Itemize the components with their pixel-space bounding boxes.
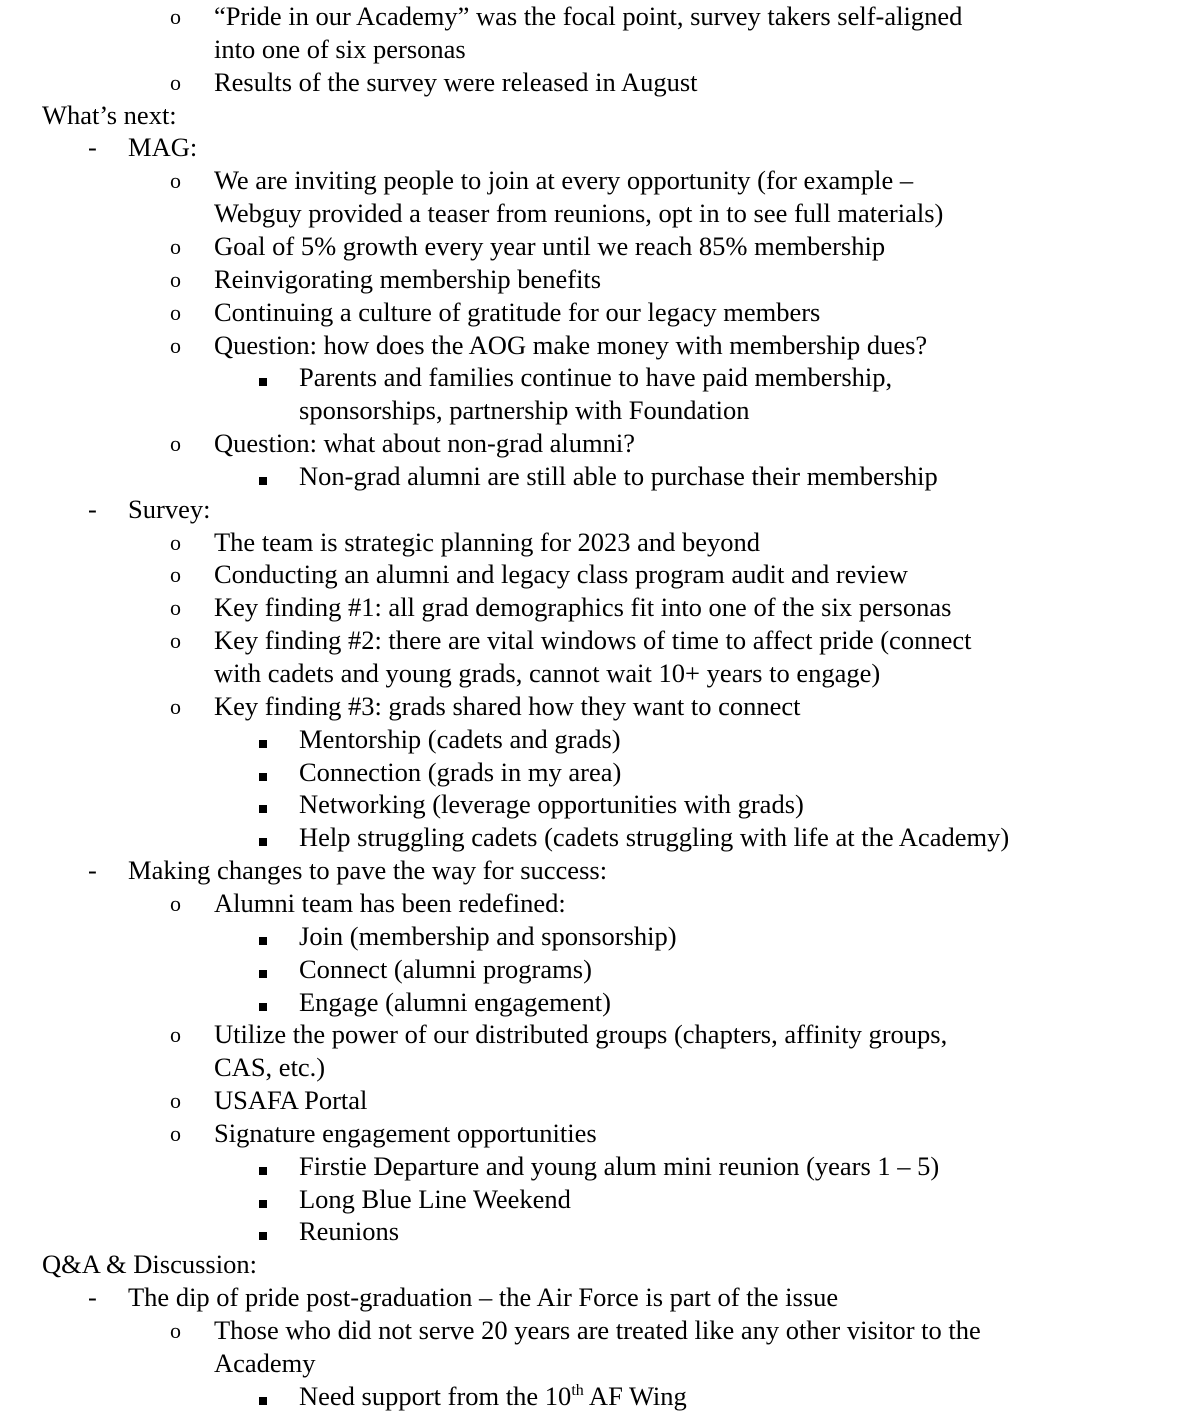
square-bullet-icon [259,986,267,1019]
list-item-continuation: sponsorships, partnership with Foundation [299,395,750,426]
list-item: Question: how does the AOG make money with membership dues? [214,329,928,360]
square-bullet-icon [259,788,267,821]
circle-bullet-icon: o [170,628,181,654]
circle-bullet-icon: o [170,1318,181,1343]
ordinal-superscript: th [571,1381,584,1399]
list-item: Those who did not serve 20 years are treated like any other visitor to the [214,1315,981,1345]
list-item-continuation: into one of six personas [214,33,466,64]
list-item: Survey: [128,493,211,524]
circle-bullet-icon: o [170,562,181,588]
list-item: Key finding #3: grads shared how they want to connect [214,690,801,721]
dash-bullet-icon: - [88,855,97,886]
square-bullet-icon [259,460,267,493]
list-item: Results of the survey were released in August [214,66,698,97]
dash-bullet-icon: - [88,493,97,524]
circle-bullet-icon: o [170,1120,181,1146]
list-item: Conducting an alumni and legacy class program audit and review [214,559,908,590]
square-bullet-icon [259,1380,267,1413]
square-bullet-shape [259,740,267,748]
list-item: Networking (leverage opportunities with grads) [299,789,804,820]
circle-bullet-icon: o [170,1088,181,1114]
list-item: “Pride in our Academy” was the focal point, survey takers self-aligned [214,1,963,31]
circle-bullet-icon: o [170,332,181,358]
list-item: Key finding #2: there are vital windows of time to affect pride (connect [214,625,972,656]
list-item: USAFA Portal [214,1085,368,1116]
list-item: Key finding #1: all grad demographics fit into one of the six personas [214,592,952,623]
list-item: Reunions [299,1216,400,1247]
list-item: Utilize the power of our distributed groups (chapters, affinity groups, [214,1019,948,1050]
list-item: Alumni team has been redefined: [214,887,566,918]
square-bullet-shape [259,838,267,846]
square-bullet-shape [259,1397,267,1405]
square-bullet-icon [259,361,267,394]
circle-bullet-icon: o [170,299,181,325]
list-item-text-end: AF Wing [583,1380,687,1411]
square-bullet-icon [259,953,267,986]
square-bullet-shape [259,1232,267,1240]
square-bullet-icon [259,821,267,854]
square-bullet-shape [259,1003,267,1011]
list-item-continuation: CAS, etc.) [214,1052,326,1083]
circle-bullet-icon: o [170,4,181,29]
circle-bullet-icon: o [170,69,181,95]
square-bullet-shape [259,1200,267,1208]
circle-bullet-icon: o [170,1022,181,1048]
list-item: Connect (alumni programs) [299,953,592,984]
square-bullet-shape [259,805,267,813]
section-heading: What’s next: [42,99,177,130]
list-item: We are inviting people to join at every opportunity (for example – [214,165,914,196]
list-item: Firstie Departure and young alum mini reunion (years 1 – 5) [299,1150,940,1181]
list-item: Goal of 5% growth every year until we reach 85% membership [214,230,886,261]
list-item: Engage (alumni engagement) [299,986,611,1017]
circle-bullet-icon: o [170,529,181,555]
section-heading: Q&A & Discussion: [42,1249,257,1280]
square-bullet-icon [259,1183,267,1216]
list-item-continuation: with cadets and young grads, cannot wait 10+ years to engage) [214,658,881,688]
square-bullet-icon [259,756,267,789]
list-item: Help struggling cadets (cadets struggling with life at the Academy) [299,822,1010,853]
list-item: The team is strategic planning for 2023 and beyond [214,526,761,557]
list-item [299,1380,687,1413]
list-item: Long Blue Line Weekend [299,1183,571,1214]
list-item: Reinvigorating membership benefits [214,263,602,294]
list-item-continuation: Academy [214,1347,316,1378]
list-item: Mentorship (cadets and grads) [299,723,621,754]
list-item: Non-grad alumni are still able to purchase their membership [299,460,938,491]
list-item: Question: what about non-grad alumni? [214,428,635,459]
square-bullet-icon [259,1150,267,1183]
circle-bullet-icon: o [170,168,181,194]
circle-bullet-icon: o [170,693,181,719]
square-bullet-icon [259,920,267,953]
circle-bullet-icon: o [170,890,181,916]
list-item: Signature engagement opportunities [214,1117,597,1148]
circle-bullet-icon: o [170,431,181,457]
dash-bullet-icon: - [88,1282,97,1313]
square-bullet-shape [259,477,267,485]
list-item: Parents and families continue to have paid membership, [299,362,893,393]
list-item: Join (membership and sponsorship) [299,920,677,951]
square-bullet-shape [259,378,267,386]
square-bullet-icon [259,723,267,756]
square-bullet-shape [259,970,267,978]
square-bullet-icon [259,1215,267,1248]
list-item-text: Need support from the 10 [299,1380,572,1411]
circle-bullet-icon: o [170,233,181,259]
list-item: Making changes to pave the way for success: [128,855,608,886]
circle-bullet-icon: o [170,595,181,621]
list-item: MAG: [128,132,198,163]
square-bullet-shape [259,773,267,781]
square-bullet-shape [259,937,267,945]
dash-bullet-icon: - [88,132,97,163]
list-item: Connection (grads in my area) [299,756,622,787]
list-item: Continuing a culture of gratitude for our legacy members [214,296,821,327]
circle-bullet-icon: o [170,266,181,292]
square-bullet-shape [259,1167,267,1175]
list-item-continuation: Webguy provided a teaser from reunions, opt in to see full materials) [214,198,944,229]
list-item: The dip of pride post-graduation – the Air Force is part of the issue [128,1282,839,1313]
